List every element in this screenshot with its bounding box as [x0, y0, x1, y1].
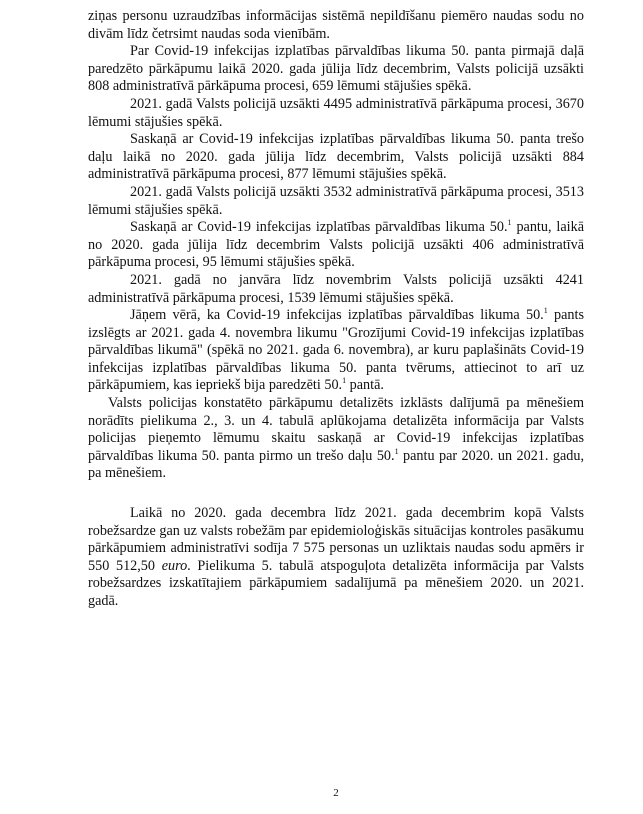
paragraph-police-annex-tables: Valsts policijas konstatēto pārkāpumu detalizēts izklāsts dalījumā pa mēnešiem norādīts pielikuma 2., 3. un 4. tabulā aplūkojama detalizēta informācija par Valsts policijas pieņemto lēmumu skaitu saskaņā ar Covid-19 infekcijas izplatības pārvaldības likuma 50. panta pirmo un trešo daļu 50.$^1$ pantu par 2020. un 2021. gadu, pa mēnešiem. [88, 395, 584, 482]
paragraph-article50-1-2021: 2021. gadā no janvāra līdz novembrim Valsts policijā uzsākti 4241 administratīvā pārkāpuma procesi, 1539 lēmumi stājušies spēkā. [88, 271, 584, 306]
document-body [88, 8, 584, 611]
paragraph-gap [88, 483, 584, 505]
paragraph-article50-1-2020: Saskaņā ar Covid-19 infekcijas izplatības pārvaldības likuma 50.$^1$ pantu, laikā no 2020. gada jūlija līdz decembrim Valsts policijā uzsākti 406 administratīvā pārkāpuma procesi, 95 lēmumi stājušies spēkā. [88, 218, 584, 271]
page-number: 2 [333, 787, 339, 799]
paragraph-article50-part1-2020: Par Covid-19 infekcijas izplatības pārvaldības likuma 50. panta pirmajā daļā paredzēto pārkāpumu laikā 2020. gada jūlija līdz decembrim, Valsts policijā uzsākti 808 administratīvā pārkāpuma procesi, 659 lēmumi stājušies spēkā. [88, 43, 584, 95]
paragraph-article50-part3-2021: 2021. gadā Valsts policijā uzsākti 3532 administratīvā pārkāpuma procesi, 3513 lēmumi stājušies spēkā. [88, 183, 584, 218]
paragraph-fine-info: ziņas personu uzraudzības informācijas sistēmā nepildīšanu piemēro naudas sodu no divām līdz četrsimt naudas soda vienībām. [88, 8, 584, 42]
paragraph-border-guard: Laikā no 2020. gada decembra līdz 2021. gada decembrim kopā Valsts robežsardze gan uz valsts robežām par epidemioloģiskās situācijas kontroles pasākumu pārkāpumiem administratīvi sodīja 7 575 personas un uzliktais naudas sodu apmērs ir 550 512,50 euro. Pielikuma 5. tabulā atspoguļota detalizēta informācija par Valsts robežsardzes izskatītajiem pārkāpumiem sadalījumā pa mēnešiem 2020. un 2021. gadā. [88, 505, 584, 609]
paragraph-article50-part1-2021: 2021. gadā Valsts policijā uzsākti 4495 administratīvā pārkāpuma procesi, 3670 lēmumi stājušies spēkā. [88, 95, 584, 130]
paragraph-article50-part3-2020: Saskaņā ar Covid-19 infekcijas izplatības pārvaldības likuma 50. panta trešo daļu laikā no 2020. gada jūlija līdz decembrim, Valsts policijā uzsākti 884 administratīvā pārkāpuma procesi, 877 lēmumi stājušies spēkā. [88, 131, 584, 183]
paragraph-article50-1-repealed: Jāņem vērā, ka Covid-19 infekcijas izplatības pārvaldības likuma 50.$^1$ pants izslēgts ar 2021. gada 4. novembra likumu "Grozījumi Covid-19 infekcijas izplatības pārvaldības likumā" (spēkā no 2021. gada 6. novembra), ar kuru paplašināts Covid-19 infekcijas izplatības pārvaldības likuma 50. panta tvērums, attiecinot to arī uz pārkāpumiem, kas iepriekš bija paredzēti 50.$^1$ pantā. [88, 306, 584, 394]
